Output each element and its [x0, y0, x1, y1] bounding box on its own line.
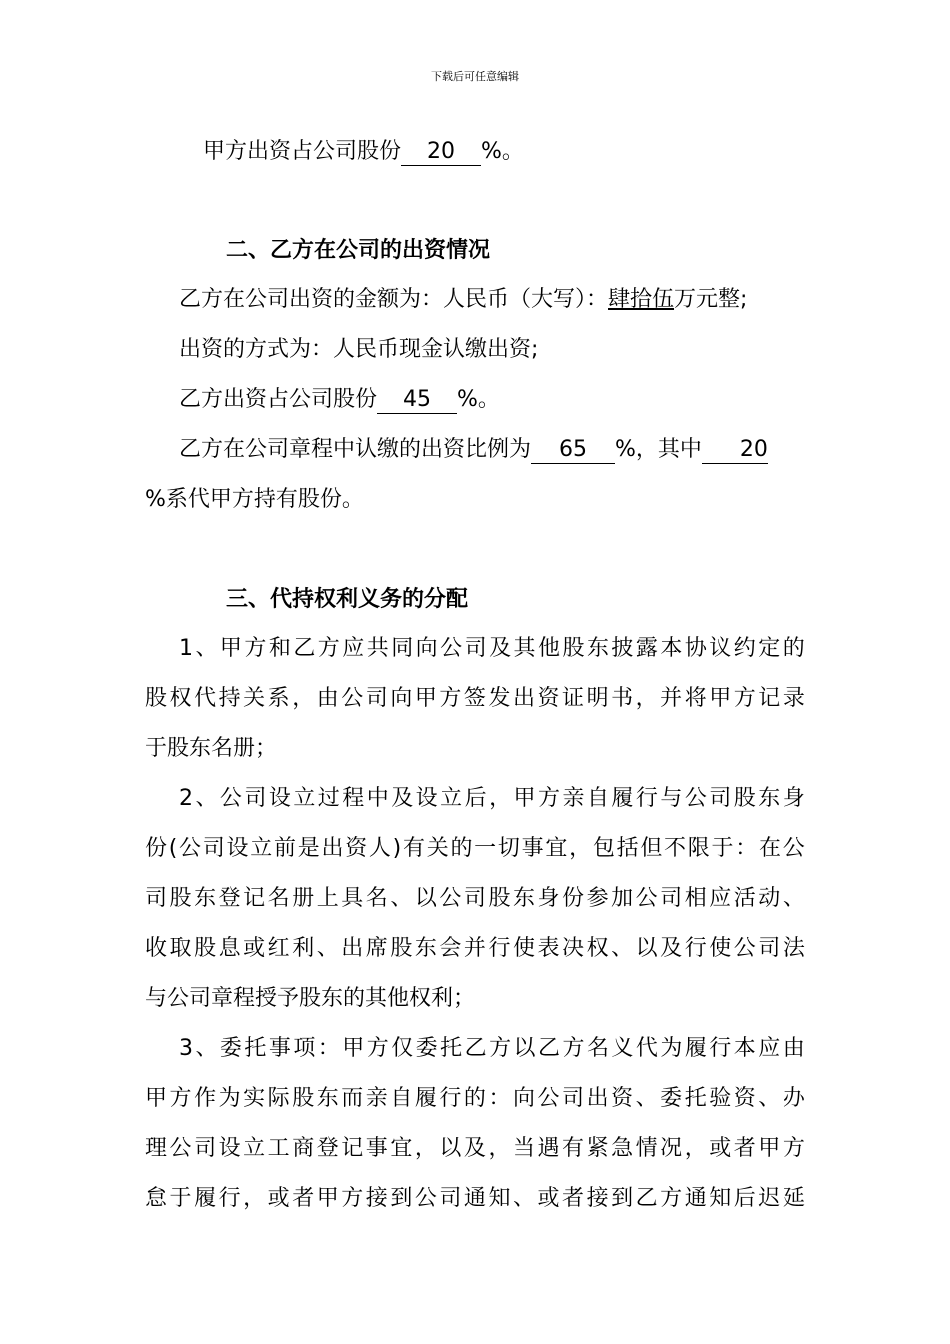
- section-3-line: 甲 方 作 为 实 际 股 东 而 亲 自 履 行 的 ： 向 公 司 出 资 、 委 托 验 资 、 办: [145, 1086, 805, 1111]
- section-3-line: 于股东名册；: [145, 736, 278, 761]
- section-3-line: 怠 于 履 行 ， 或 者 甲 方 接 到 公 司 通 知 、 或 者 接 到 乙 方 通 知 后 迟 延: [145, 1186, 805, 1211]
- party-b-share-value: 45: [377, 387, 457, 414]
- section-3-line: 1 、 甲 方 和 乙 方 应 共 同 向 公 司 及 其 他 股 东 披 露 本 协 议 约 定 的: [179, 636, 805, 661]
- section-3-heading: 三、代持权利义务的分配: [226, 587, 469, 612]
- section-3-line: 收 取 股 息 或 红 利 、 出 席 股 东 会 并 行 使 表 决 权 、 以 及 行 使 公 司 法: [145, 936, 805, 961]
- party-b-share-prefix: 乙方出资占公司股份: [179, 387, 378, 412]
- party-b-ratio-mid: %，其中: [615, 437, 702, 462]
- party-b-ratio-end: %系代甲方持有股份。: [145, 487, 364, 512]
- party-b-ratio-value2: 20: [702, 437, 768, 464]
- section-3-line: 2 、 公 司 设 立 过 程 中 及 设 立 后 ， 甲 方 亲 自 履 行 与 公 司 股 东 身: [179, 786, 805, 811]
- party-b-amount-suffix: 万元整;: [674, 287, 748, 312]
- party-b-ratio-value: 65: [531, 437, 615, 464]
- party-b-amount-line: [179, 285, 950, 315]
- section-3-line: 与公司章程授予股东的其他权利；: [145, 986, 476, 1011]
- party-b-ratio-prefix: 乙方在公司章程中认缴的出资比例为: [179, 437, 532, 462]
- party-b-method-line: 出资的方式为：人民币现金认缴出资;: [179, 337, 539, 362]
- party-a-share-prefix: 甲方出资占公司股份: [203, 139, 402, 164]
- party-b-amount-prefix: 乙方在公司出资的金额为：人民币（大写）：: [179, 287, 609, 312]
- party-a-share-suffix: %。: [481, 139, 524, 164]
- section-2-heading: 二、乙方在公司的出资情况: [226, 238, 491, 263]
- party-a-share-line: [203, 137, 950, 167]
- section-3-line: 3 、 委 托 事 项 ： 甲 方 仅 委 托 乙 方 以 乙 方 名 义 代 为 履 行 本 应 由: [179, 1036, 805, 1061]
- party-b-share-line: [179, 385, 950, 415]
- party-b-ratio-line: [179, 435, 805, 465]
- section-3-line: 份 ( 公 司 设 立 前 是 出 资 人 ) 有 关 的 一 切 事 宜 ， 包 括 但 不 限 于 ： 在 公: [145, 836, 805, 861]
- party-b-share-suffix: %。: [457, 387, 500, 412]
- section-3-line: 理 公 司 设 立 工 商 登 记 事 宜 ， 以 及 ， 当 遇 有 紧 急 情 况 ， 或 者 甲 方: [145, 1136, 805, 1161]
- party-a-share-value: 20: [401, 139, 481, 166]
- party-b-amount-value: 肆拾伍: [608, 287, 675, 312]
- section-3-line: 股 权 代 持 关 系 ， 由 公 司 向 甲 方 签 发 出 资 证 明 书 ， 并 将 甲 方 记 录: [145, 686, 805, 711]
- section-3-line: 司 股 东 登 记 名 册 上 具 名 、 以 公 司 股 东 身 份 参 加 公 司 相 应 活 动 、: [145, 886, 805, 911]
- header-note: 下载后可任意编辑: [431, 70, 519, 83]
